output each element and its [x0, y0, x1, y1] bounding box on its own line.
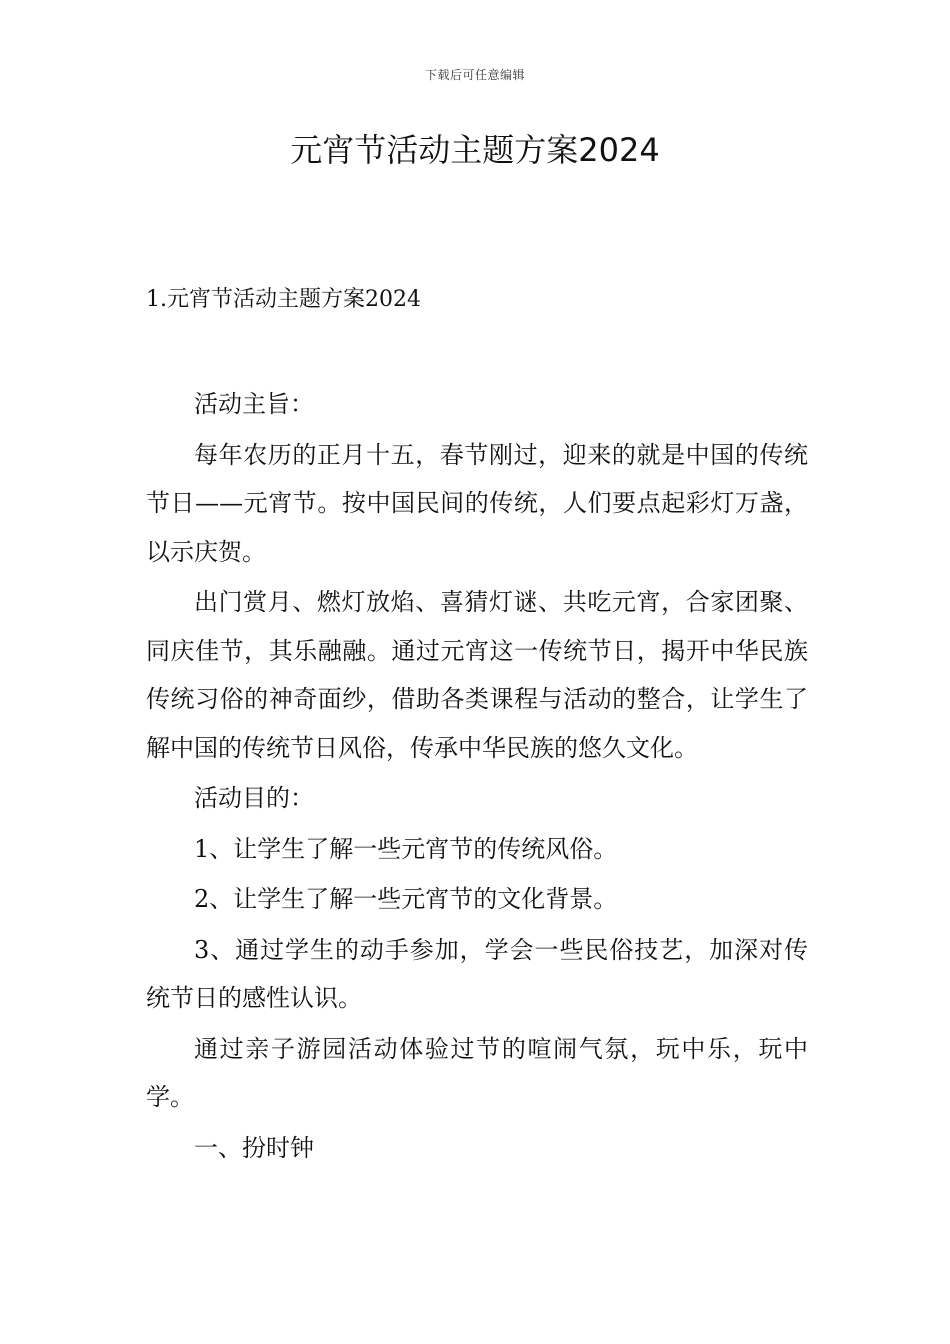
paragraph: 出门赏月、燃灯放焰、喜猜灯谜、共吃元宵，合家团聚、同庆佳节，其乐融融。通过元宵这一传统节日，揭开中华民族传统习俗的神奇面纱，借助各类课程与活动的整合，让学生了解中国的传统节日风俗，传承中华民族的悠久文化。 [146, 588, 808, 762]
list-item: 1、让学生了解一些元宵节的传统风俗。 [194, 834, 618, 863]
section-heading: 1.元宵节活动主题方案2024 [146, 287, 421, 312]
paragraph: 每年农历的正月十五，春节刚过，迎来的就是中国的传统节日——元宵节。按中国民间的传统，人们要点起彩灯万盏，以示庆贺。 [146, 440, 808, 566]
header-note: 下载后可任意编辑 [424, 68, 525, 82]
document-title: 元宵节活动主题方案2024 [290, 131, 660, 169]
list-item: 2、让学生了解一些元宵节的文化背景。 [194, 885, 618, 913]
paragraph-goal-label: 活动目的： [194, 784, 314, 812]
paragraph: 通过亲子游园活动体验过节的喧闹气氛，玩中乐，玩中学。 [146, 1034, 808, 1111]
paragraph-purpose-label: 活动主旨： [194, 390, 314, 418]
document-body [146, 380, 808, 1174]
subsection-heading: 一、扮时钟 [194, 1133, 314, 1162]
list-item: 3、通过学生的动手参加，学会一些民俗技艺，加深对传统节日的感性认识。 [146, 935, 808, 1012]
